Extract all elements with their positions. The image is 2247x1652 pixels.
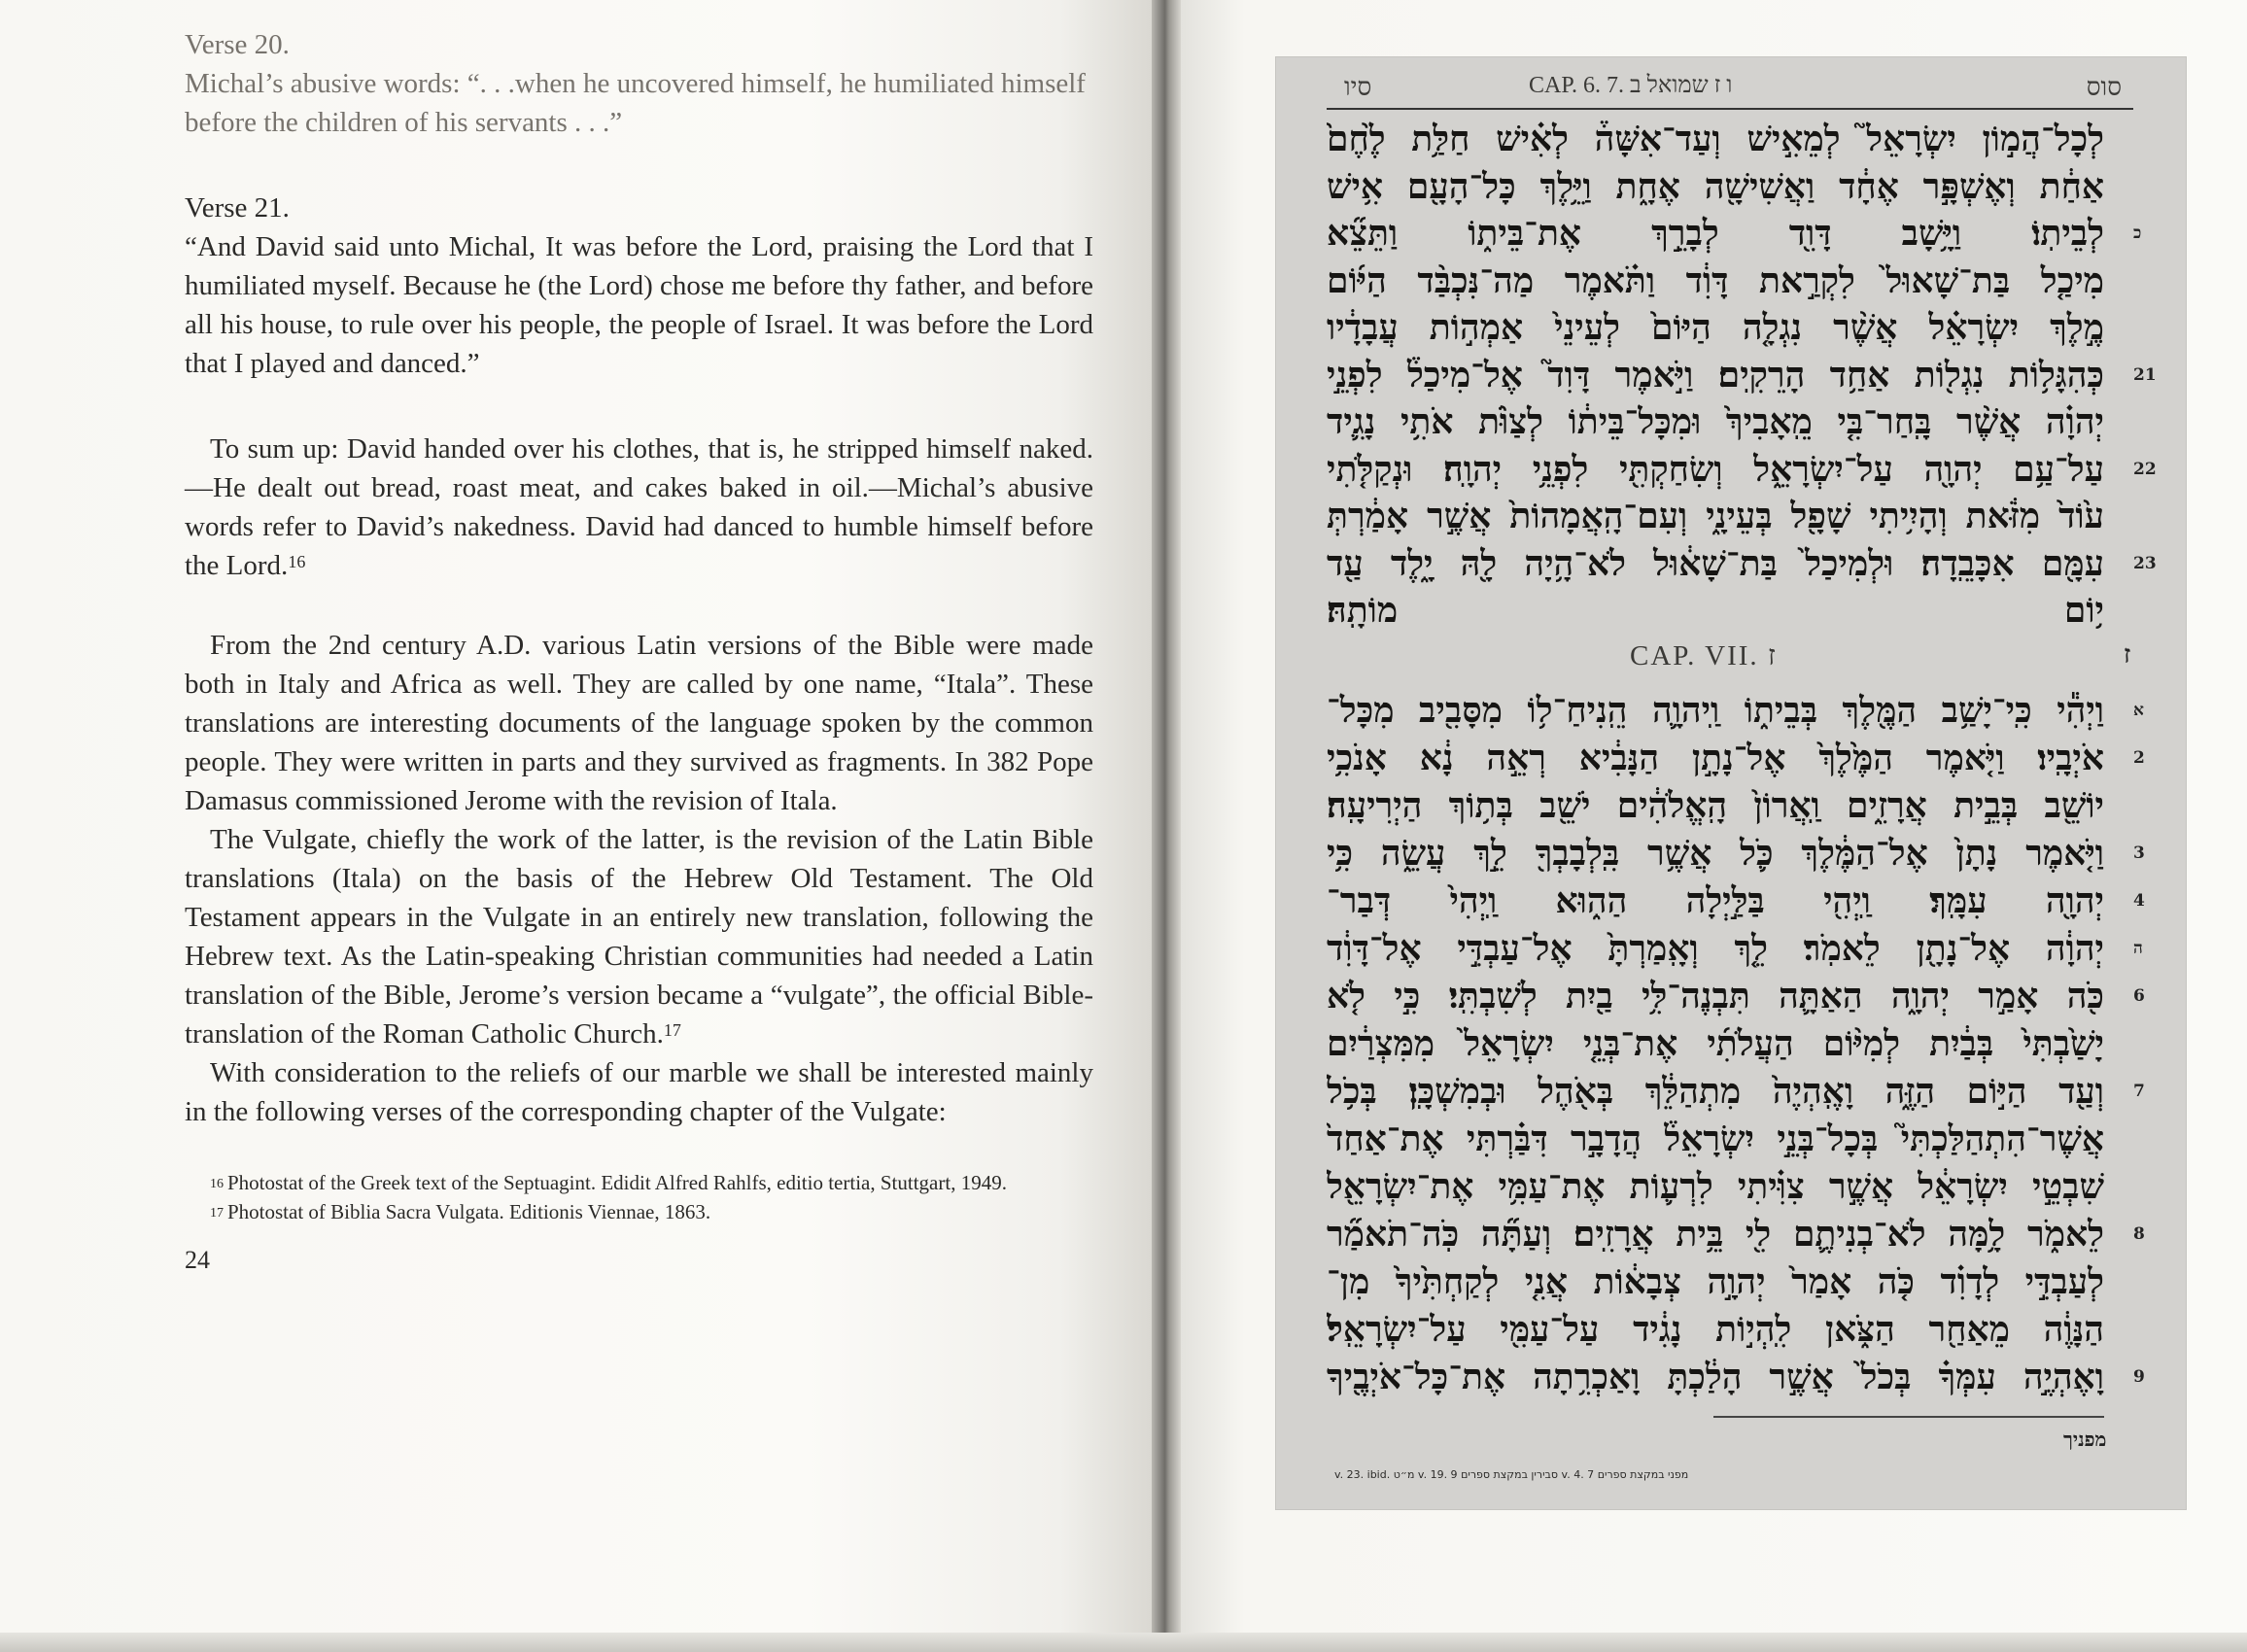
masoretic-apparatus: v. 23. ibid. מ״ט v. 19. 9 סבירין במקצת ספרים v. 4. 7 מפני במקצת ספרים [1334, 1468, 1689, 1481]
book-gutter [1152, 0, 1181, 1652]
sum-up-paragraph [185, 430, 1093, 585]
hebrew-line: וָאֶהְיֶ֣ה עִמְּךָ֗ בְּכֹל֙ אֲשֶׁ֣ר הָלַ֔כְתָּ וָאַכְרִ֥תָה אֶת־כָּל־אֹיְבֶ֖יךָ [1327, 1357, 2104, 1397]
vulgate-text: The Vulgate, chiefly the work of the latter, is the revision of the Latin Bible translations (Itala) on the basis of the Hebrew Old Testament. The Old Testament appears in the Vulgate in an entirely new translation, following the Hebrew text. As the Latin-speaking Christian communities had needed a Latin translation of the Bible, Jerome’s version became a “vulgate”, the official Bible-translation of the Roman Catholic Church. [185, 824, 1093, 1050]
sum-up-text: To sum up: David handed over his clothes, that is, he stripped himself naked.—He dealt out bread, roast meat, and cakes baked in oil.—Michal’s abusive words refer to David’s nakedness. David had danced to humble himself before the Lord. [185, 433, 1093, 581]
verse-number: 9 [2133, 1367, 2145, 1387]
hebrew-line: ע֙וֹד֙ מִזֹּ֔את וְהָיִ֥יתִי שָׁפָ֖ל בְּעֵינָ֑י וְעִם־הָֽאֲמָהוֹת֙ אֲשֶׁ֣ר אָמַ֔רְתְּ [1327, 496, 2104, 536]
page-bottom-edge [0, 1633, 2247, 1652]
footnotes [185, 1168, 1093, 1226]
hebrew-line: עִמָּ֖ם אִכָּבֵֽדָה׃ וּלְמִיכַל֙ בַּת־שָׁא֔וּל לֹא־הָ֥יָה לָ֖הּ יָ֑לֶד עַ֖ד [1327, 542, 2104, 584]
verse-number: 21 [2133, 364, 2157, 385]
verse-number: ה [2133, 939, 2143, 958]
verse21-heading: Verse 21. [185, 192, 290, 224]
hebrew-line: וְעַ֖ד הַיּ֣וֹם הַזֶּ֑ה וָאֶֽהְיֶה֙ מִתְהַלֵּ֔ךְ בְּאֹ֖הֶל וּבְמִשְׁכָּֽן׃ בְּכֹ֥ל [1327, 1071, 2104, 1112]
hebrew-text-photostat [1275, 56, 2187, 1510]
hebrew-line: יְהוָ֖ה עִמָּֽךְ׃ וַֽיְהִ֖י בַּלַּ֣יְלָה הַה֑וּא וַֽיְהִי֙ דְּבַר־ [1327, 880, 2104, 921]
hebrew-line: יָשַׁ֙בְתִּי֙ בְּבַ֔יִת לְמִיּ֨וֹם הַעֲלֹתִ֜י אֶת־בְּנֵ֤י יִשְׂרָאֵל֙ מִמִּצְרַ֔יִם [1327, 1023, 2104, 1064]
hebrew-line: וַיְהִ֕י כִּֽי־יָשַׁ֥ב הַמֶּ֖לֶךְ בְּבֵית֑וֹ וַֽיהוָ֛ה הֵֽנִיחַ־ל֥וֹ מִסָּבִ֖יב מִכָּל־ [1327, 690, 2104, 731]
hebrew-line: י֥וֹם מוֹתָֽהּ׃ [1327, 590, 2104, 631]
catchword: מפניך [2063, 1428, 2107, 1451]
hebrew-line: לְכָל־הֲמ֣וֹן יִשְׂרָאֵל֮ לְמֵאִ֣ישׁ וְעַד־אִשָּׁה֒ לְאִ֗ישׁ חַלַּ֥ת לֶ֙חֶם֙ [1327, 119, 2104, 159]
header-rule [1327, 108, 2133, 110]
apparatus-rule [1713, 1416, 2104, 1418]
hebrew-line: יְהוָ֔ה אֶל־נָתָ֖ן לֵאמֹֽר׃ לֵ֤ךְ וְאָֽמַרְתָּ֙ אֶל־עַבְדִּ֣י אֶל־דָּוִ֔ד [1327, 928, 2104, 969]
hebrew-line: לְבֵיתֽוֹ׃ וַיָּ֥שָׁב דָּוִ֖ד לְבָרֵ֣ךְ אֶת־בֵּית֑וֹ וַתֵּצֵ֞א [1327, 213, 2104, 254]
verse-number: 4 [2133, 891, 2145, 911]
footnote-16 [185, 1168, 1093, 1197]
footnote-ref-16: 16 [288, 552, 306, 571]
hebrew-line: אֹיְבָֽיו׃ וַיֹּ֤אמֶר הַמֶּ֙לֶךְ֙ אֶל־נָתָ֣ן הַנָּבִ֔יא רְאֵ֣ה נָ֔א אָנֹכִ֥י [1327, 738, 2104, 778]
marble-paragraph: With consideration to the reliefs of our marble we shall be interested mainly in the following verses of the corresponding chapter of the Vulgate: [185, 1057, 1093, 1127]
footnote-16-text: Photostat of the Greek text of the Septuagint. Edidit Alfred Rahlfs, editio tertia, Stuttgart, 1949. [227, 1171, 1007, 1194]
verse21-text: “And David said unto Michal, It was before the Lord, praising the Lord that I humiliated myself. Because he (the Lord) chose me before thy father, and before all his house, to rule over his people, the people of Israel. It was before the Lord that I played and danced.” [185, 231, 1093, 379]
verse-number: כ [2133, 224, 2142, 243]
vulgate-paragraph [185, 820, 1093, 1053]
hebrew-line: עַל־עַ֥ם יְהוָ֖ה עַל־יִשְׂרָאֵ֑ל וְשִׂחַקְתִּ֖י לִפְנֵ֥י יְהוָֽה׃ וּנְקַלֹּ֤תִי [1327, 448, 2104, 490]
footnote-17-text: Photostat of Biblia Sacra Vulgata. Editionis Viennae, 1863. [227, 1200, 711, 1223]
hebrew-line: מֶ֣לֶךְ יִשְׂרָאֵ֗ל אֲשֶׁ֨ר נִגְלָ֤ה הַיּוֹם֙ לְעֵינֵי֙ אַמְה֣וֹת עֲבָדָ֔יו [1327, 307, 2104, 348]
verse-number: 6 [2133, 986, 2145, 1006]
footnote-17-number: 17 [210, 1206, 224, 1221]
hebrew-line: הַנָּוֶ֔ה מֵאַחַ֖ר הַצֹּ֑אן לִֽהְי֣וֹת נָגִ֔יד עַל־עַמִּ֖י עַל־יִשְׂרָאֵֽל׃ [1327, 1309, 2104, 1350]
photostat-header [1344, 65, 2122, 104]
hebrew-line: לְעַבְדִּ֣י לְדָוִ֗ד כֹּ֤ה אָמַר֙ יְהוָ֣ה צְבָא֔וֹת אֲנִ֤י לְקַחְתִּ֙יךָ֙ מִן־ [1327, 1261, 2104, 1302]
hebrew-line: יְהוָ֗ה אֲשֶׁ֨ר בָּֽחַר־בִּ֤י מֵֽאָבִיךְ֙ וּמִכָּל־בֵּית֔וֹ לְצַוֹּ֨ת אֹתִ֥י נָגִ֛יד [1327, 401, 2104, 442]
footnote-17 [185, 1197, 1093, 1226]
hebrew-line: אֲשֶׁר־הִתְהַלַּכְתִּי֮ בְּכָל־בְּנֵ֣י יִשְׂרָאֵל֒ הֲדָבָ֣ר דִּבַּ֗רְתִּי אֶת־אַחַד֙ [1327, 1119, 2104, 1159]
header-right: סוס [2086, 73, 2122, 101]
itala-paragraph: From the 2nd century A.D. various Latin versions of the Bible were made both in Italy and Africa as well. They are called by one name, “Itala”. These translations are interesting documents of the language spoken by the common people. They were written in parts and they survived as fragments. In 382 Pope Damasus commissioned Jerome with the revision of Itala. [185, 630, 1093, 816]
header-center: CAP. 6. 7. ו ז שמואל ב [1529, 73, 1733, 98]
header-left: סיו [1344, 73, 1372, 101]
verse-number: א [2133, 701, 2144, 720]
verse-number: 3 [2133, 843, 2145, 863]
chapter-mark: ז [2124, 640, 2131, 670]
hebrew-line: לֵאמֹ֑ר לָ֥מָּה לֹא־בְנִיתֶ֛ם לִ֖י בֵּ֥ית אֲרָזִֽים׃ וְעַתָּ֞ה כֹּֽה־תֹאמַ֞ר [1327, 1214, 2104, 1255]
verse-number: 2 [2133, 748, 2145, 768]
left-page-text [185, 25, 1093, 1275]
verse-number: 23 [2133, 553, 2157, 573]
hebrew-line: כֹּ֖ה אָמַ֣ר יְהוָ֑ה הַאַתָּ֛ה תִּבְנֶה־לִּ֥י בַ֖יִת לְשִׁבְתִּֽי׃ כִּ֣י לֹ֤א [1327, 976, 2104, 1016]
hebrew-line: יוֹשֵׁ֖ב בְּבֵ֣ית אֲרָזִ֑ים וַֽאֲרוֹן֙ הָֽאֱלֹהִ֔ים יֹשֵׁ֖ב בְּת֥וֹךְ הַיְרִיעָֽה׃ [1327, 785, 2104, 826]
hebrew-line: מִיכַ֤ל בַּת־שָׁאוּל֙ לִקְרַ֣את דָּוִ֔ד וַתֹּ֗אמֶר מַה־נִּכְבַּ֨ד הַיּ֜וֹם [1327, 259, 2104, 301]
verse-number: 7 [2133, 1082, 2145, 1101]
hebrew-line: כְּהִגָּל֥וֹת נִגְל֖וֹת אַחַ֥ד הָרֵקִֽים׃ וַיֹּ֣אמֶר דָּוִד֮ אֶל־מִיכַל֒ לִפְנֵ֣י [1327, 354, 2104, 396]
hebrew-line: אַחַ֔ת וְאֶשְׁפָּ֣ר אֶחָ֔ד וַאֲשִׁישָׁ֖ה אֶחָ֑ת וַיֵּ֥לֶךְ כָּל־הָעָ֖ם אִ֥ישׁ [1327, 165, 2104, 207]
verse20-heading: Verse 20. [185, 29, 290, 60]
hebrew-line: וַיֹּ֤אמֶר נָתָן֙ אֶל־הַמֶּ֔לֶךְ כֹּ֛ל אֲשֶׁ֥ר בִּֽלְבָבְךָ֖ לֵ֣ךְ עֲשֵׂ֑ה כִּ֥י [1327, 833, 2104, 874]
chapter-title: CAP. VII. ז [1629, 640, 1779, 671]
footnote-16-number: 16 [210, 1177, 224, 1191]
verse20-text: Michal’s abusive words: “. . .when he uncovered himself, he humiliated himself before the children of his servants . . .” [185, 68, 1086, 138]
footnote-ref-17: 17 [663, 1020, 681, 1040]
verse-number: 8 [2133, 1224, 2145, 1244]
verse-number: 22 [2133, 459, 2157, 479]
hebrew-line: שִׁבְטֵ֣י יִשְׂרָאֵ֔ל אֲשֶׁ֣ר צִוִּ֗יתִי לִרְע֛וֹת אֶת־עַמִּ֥י אֶת־יִשְׂרָאֵ֖ל [1327, 1166, 2104, 1207]
page-number: 24 [185, 1246, 210, 1274]
